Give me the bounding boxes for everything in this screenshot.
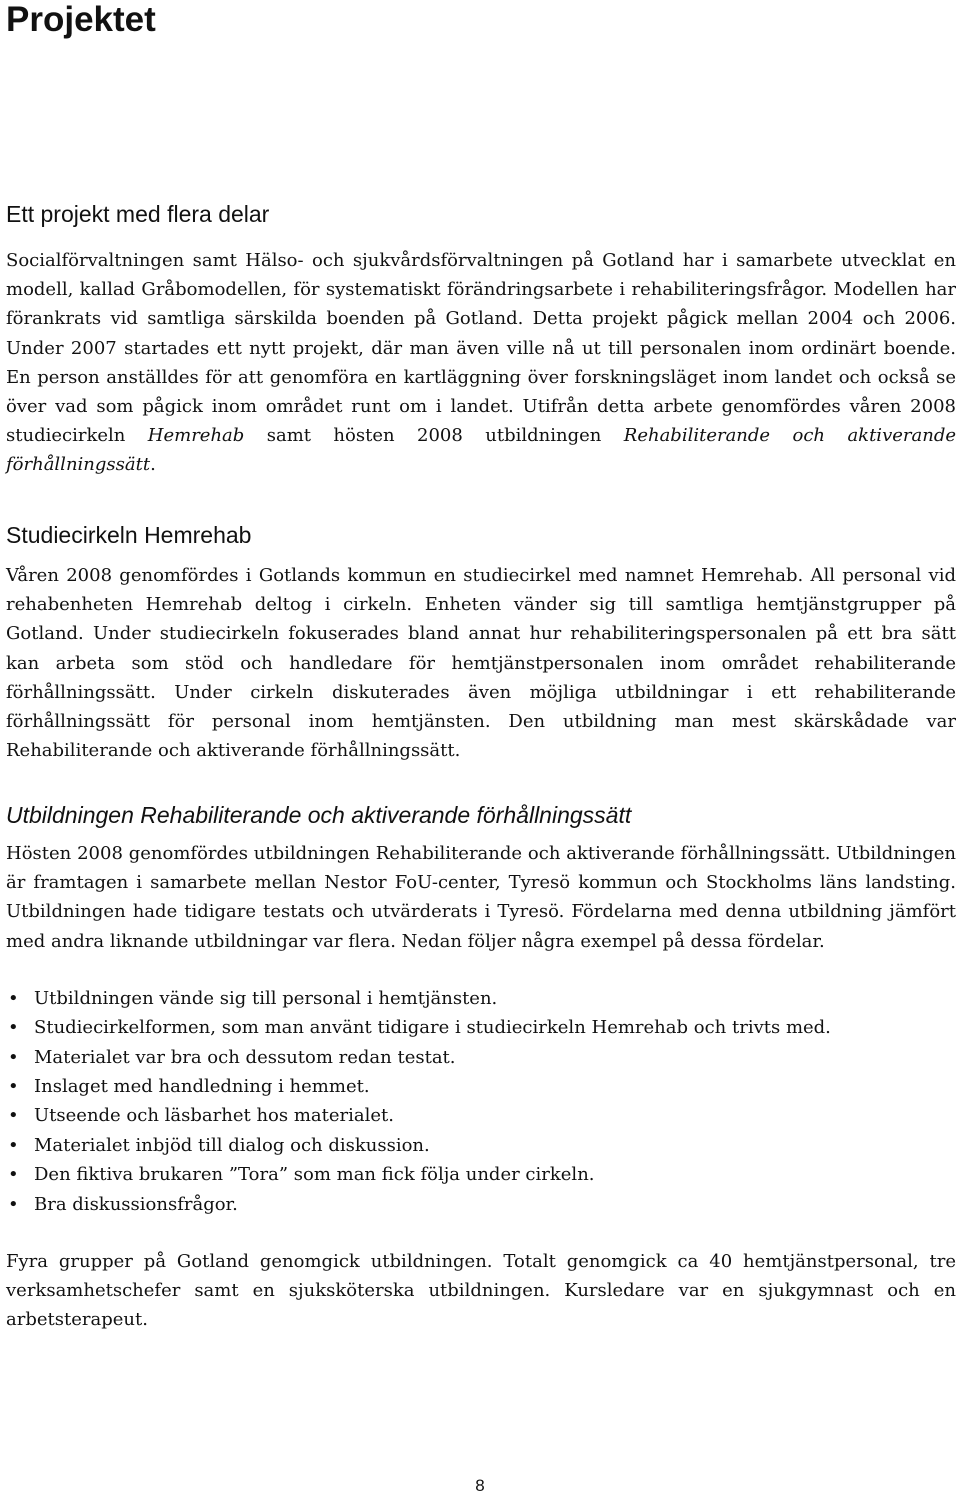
bullet-icon: • bbox=[8, 1017, 19, 1039]
list-item bbox=[6, 1190, 956, 1219]
list-item bbox=[6, 984, 956, 1013]
section-heading: Utbildningen Rehabiliterande och aktiverande förhållningssätt bbox=[6, 802, 632, 828]
list-item-text: Utseende och läsbarhet hos materialet. bbox=[34, 1105, 394, 1127]
advantages-list bbox=[6, 984, 956, 1219]
list-item bbox=[6, 1160, 956, 1189]
section-heading: Ett projekt med flera delar bbox=[6, 201, 270, 227]
section-utbildningen bbox=[6, 800, 956, 1335]
paragraph-text: . bbox=[150, 454, 156, 476]
list-item-text: Materialet inbjöd till dialog och diskussion. bbox=[34, 1134, 430, 1156]
bullet-icon: • bbox=[8, 1046, 19, 1068]
page-title: Projektet bbox=[6, 0, 156, 39]
section-paragraph bbox=[6, 246, 956, 480]
bullet-icon: • bbox=[8, 1105, 19, 1127]
list-item bbox=[6, 1013, 956, 1042]
paragraph-text: Hösten 2008 genomfördes utbildningen Rehabiliterande och aktiverande förhållningssätt. Utbildningen är framtagen i samarbete mellan Nestor FoU-center, Tyresö kommun och Stockholms läns landsting. Utbildningen hade tidigare testats och utvärderats i Tyresö. Fördelarna med denna utbildning jämfört med andra liknande utbildningar var flera. Nedan följer några exempel på dessa fördelar. bbox=[6, 843, 956, 952]
list-item-text: Den fiktiva brukaren ”Tora” som man fick följa under cirkeln. bbox=[34, 1164, 595, 1186]
bullet-icon: • bbox=[8, 1193, 19, 1215]
section-heading: Studiecirkeln Hemrehab bbox=[6, 522, 252, 548]
list-item-text: Studiecirkelformen, som man använt tidigare i studiecirkeln Hemrehab och trivts med. bbox=[34, 1017, 831, 1039]
paragraph-text: Socialförvaltningen samt Hälso- och sjukvårdsförvaltningen på Gotland har i samarbete utvecklat en modell, kallad Gråbomodellen, för systematiskt förändringsarbete i rehabiliteringsfrågor. Modellen har förankrats vid samtliga särskilda boenden på Gotland. Detta projekt pågick mellan 2004 och 2006. Under 2007 startades ett nytt projekt, där man även ville nå ut till personalen inom ordinärt boende. En person anställdes för att genomföra en kartläggning över forskningsläget inom landet och också se över vad som pågick inom området runt om i landet. Utifrån detta arbete genomfördes våren 2008 studiecirkeln bbox=[6, 250, 956, 447]
list-item bbox=[6, 1101, 956, 1130]
list-item bbox=[6, 1072, 956, 1101]
bullet-icon: • bbox=[8, 1164, 19, 1186]
section-studiecirkeln bbox=[6, 520, 956, 765]
list-item bbox=[6, 1043, 956, 1072]
bullet-icon: • bbox=[8, 1076, 19, 1098]
list-item-text: Materialet var bra och dessutom redan testat. bbox=[34, 1046, 456, 1068]
section-paragraph bbox=[6, 839, 956, 956]
bullet-icon: • bbox=[8, 1134, 19, 1156]
paragraph-italic-text: Hemrehab bbox=[147, 425, 245, 447]
closing-paragraph: Fyra grupper på Gotland genomgick utbildningen. Totalt genomgick ca 40 hemtjänstpersonal, tre verksamhetschefer samt en sjuksköterska utbildningen. Kursledare var en sjukgymnast och en arbetsterapeut. bbox=[6, 1251, 956, 1331]
page-number: 8 bbox=[475, 1476, 485, 1495]
list-item-text: Inslaget med handledning i hemmet. bbox=[34, 1076, 370, 1098]
section-paragraph bbox=[6, 561, 956, 765]
paragraph-text: Våren 2008 genomfördes i Gotlands kommun en studiecirkel med namnet Hemrehab. All personal vid rehabenheten Hemrehab deltog i cirkeln. Enheten vänder sig till samtliga hemtjänstgrupper på Gotland. Under studiecirkeln fokuserades bland annat hur rehabiliteringspersonalen på ett bra sätt kan arbeta som stöd och handledare för hemtjänstpersonalen inom området rehabiliterande förhållningssätt. Under cirkeln diskuterades även möjliga utbildningar i ett rehabiliterande förhållningssätt för personal inom hemtjänsten. Den utbildning man mest skärskådade var Rehabiliterande och aktiverande förhållningssätt. bbox=[6, 565, 956, 762]
section-ett-projekt bbox=[6, 199, 956, 480]
paragraph-italic-text: Rehabiliterande och aktiverande förhållningssätt bbox=[6, 425, 956, 476]
paragraph-text: samt hösten 2008 utbildningen bbox=[244, 425, 624, 447]
list-item-text: Utbildningen vände sig till personal i hemtjänsten. bbox=[34, 987, 498, 1009]
list-item bbox=[6, 1131, 956, 1160]
bullet-icon: • bbox=[8, 987, 19, 1009]
list-item-text: Bra diskussionsfrågor. bbox=[34, 1193, 238, 1215]
